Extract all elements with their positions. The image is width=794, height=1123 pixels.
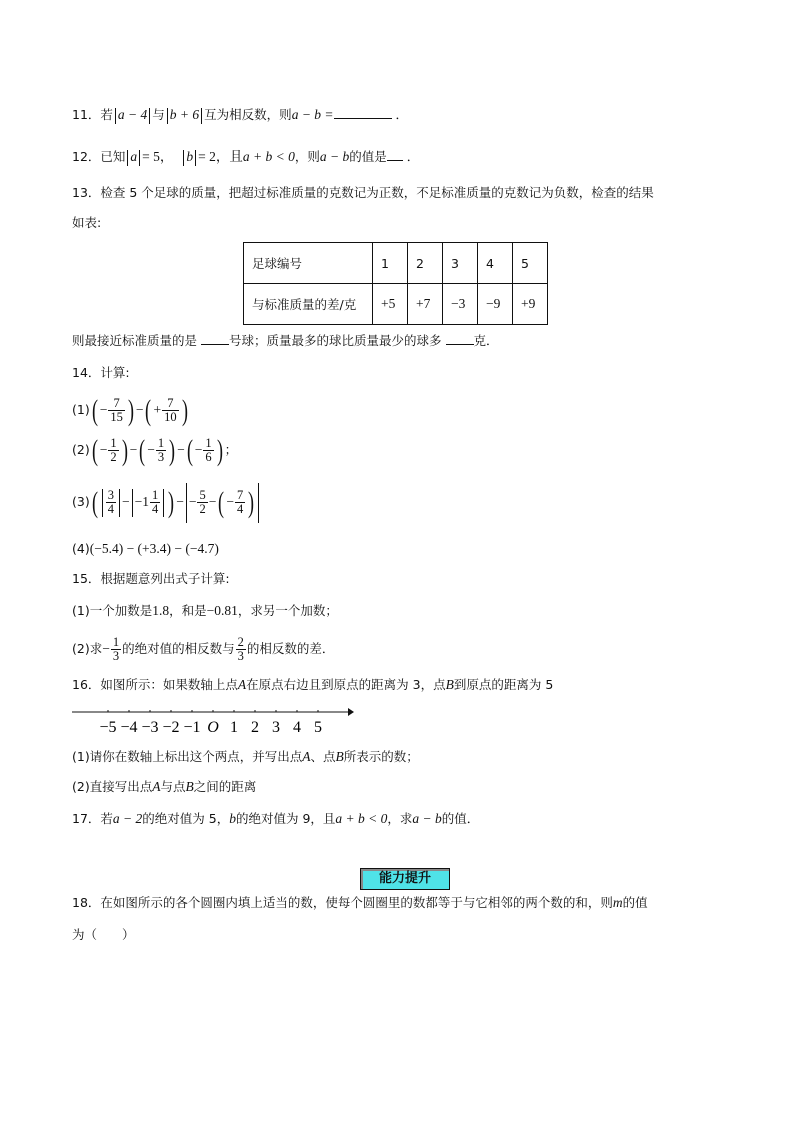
question-14-part1: (1)( − $\frac{7}{15}$ ) −( + $\frac{7}{10}$ ) <box>72 393 188 427</box>
answer-blank[interactable] <box>334 106 392 119</box>
table-header: 与标准质量的差/克 <box>244 284 373 325</box>
football-table <box>243 242 548 325</box>
axis-tick-label: −5 <box>99 719 117 736</box>
table-cell: 4 <box>478 243 513 284</box>
question-17: 17．若a − 2的绝对值为 5，b的绝对值为 9，且a + b < 0，求a − b的值． <box>72 811 480 826</box>
question-13-line3: 则最接近标准质量的是 号球；质量最多的球比质量最少的球多 克． <box>72 333 499 348</box>
axis-tick-label: 5 <box>314 719 322 736</box>
table-cell: +9 <box>513 284 548 325</box>
axis-tick-label: −4 <box>120 719 138 736</box>
axis-tick-label: −3 <box>141 719 159 736</box>
axis-tick-label: O <box>207 719 219 736</box>
question-13-line2: 如表: <box>72 215 102 230</box>
table-cell: 1 <box>373 243 408 284</box>
answer-blank[interactable] <box>387 148 403 161</box>
axis-tick-label: 4 <box>293 719 301 736</box>
question-15-part2: (2)求− $\frac{1}{3}$ 的绝对值的相反数与 $\frac{2}{3}$ 的相反数的差． <box>72 635 335 663</box>
question-14-title: 14．计算: <box>72 365 130 380</box>
table-cell: +5 <box>373 284 408 325</box>
question-16-part2: (2)直接写出点A与点B之间的距离 <box>72 779 257 794</box>
question-18-line1: 18．在如图所示的各个圆圈内填上适当的数，使每个圆圈里的数都等于与它相邻的两个数的和，则m的值 <box>72 895 648 910</box>
table-cell: −3 <box>443 284 478 325</box>
section-badge: 能力提升 <box>360 868 450 890</box>
axis-tick-label: −2 <box>162 719 180 736</box>
question-15-part1: (1)一个加数是1.8，和是−0.81，求另一个加数； <box>72 603 338 618</box>
question-11: 11．若 a − 4 与 b + 6 互为相反数，则a − b = ． <box>72 107 409 122</box>
answer-blank[interactable] <box>201 332 229 345</box>
table-cell: 3 <box>443 243 478 284</box>
question-14-part2: (2)( − $\frac{1}{2}$ ) −( − $\frac{1}{3}$ ) −( − $\frac{1}{6}$ ) ； <box>72 433 238 467</box>
question-18-line2: 为（ ） <box>72 927 135 942</box>
table-cell: 2 <box>408 243 443 284</box>
axis-tick-label: 1 <box>230 719 238 736</box>
answer-blank[interactable] <box>446 332 474 345</box>
question-16-part1: (1)请你在数轴上标出这个两点，并写出点A、点B所表示的数； <box>72 749 419 764</box>
axis-tick-label: 3 <box>272 719 280 736</box>
question-12: 12．已知 a = 5， b = 2，且a + b < 0，则a − b的值是 ． <box>72 149 420 164</box>
axis-arrow <box>348 708 354 716</box>
question-15-title: 15．根据题意列出式子计算: <box>72 571 230 586</box>
question-14-part3: (3)( $\frac{3}{4}$ − −1 $\frac{1}{4}$ ) − − $\frac{5}{2}$ −( − $\frac{7}{4}$ ) <box>72 482 261 523</box>
question-16-line1: 16．如图所示：如果数轴上点A在原点右边且到原点的距离为 3，点B到原点的距离为 5 <box>72 677 554 692</box>
axis-tick-label: 2 <box>251 719 259 736</box>
number-line <box>70 700 360 740</box>
question-14-part4: (4)(−5.4) − (+3.4) − (−4.7) <box>72 541 219 556</box>
axis-tick-label: −1 <box>183 719 201 736</box>
table-cell: +7 <box>408 284 443 325</box>
table-cell: −9 <box>478 284 513 325</box>
table-cell: 5 <box>513 243 548 284</box>
table-header: 足球编号 <box>244 243 373 284</box>
question-13-line1: 13．检查 5 个足球的质量，把超过标准质量的克数记为正数，不足标准质量的克数记为负数，检查的结果 <box>72 185 654 200</box>
